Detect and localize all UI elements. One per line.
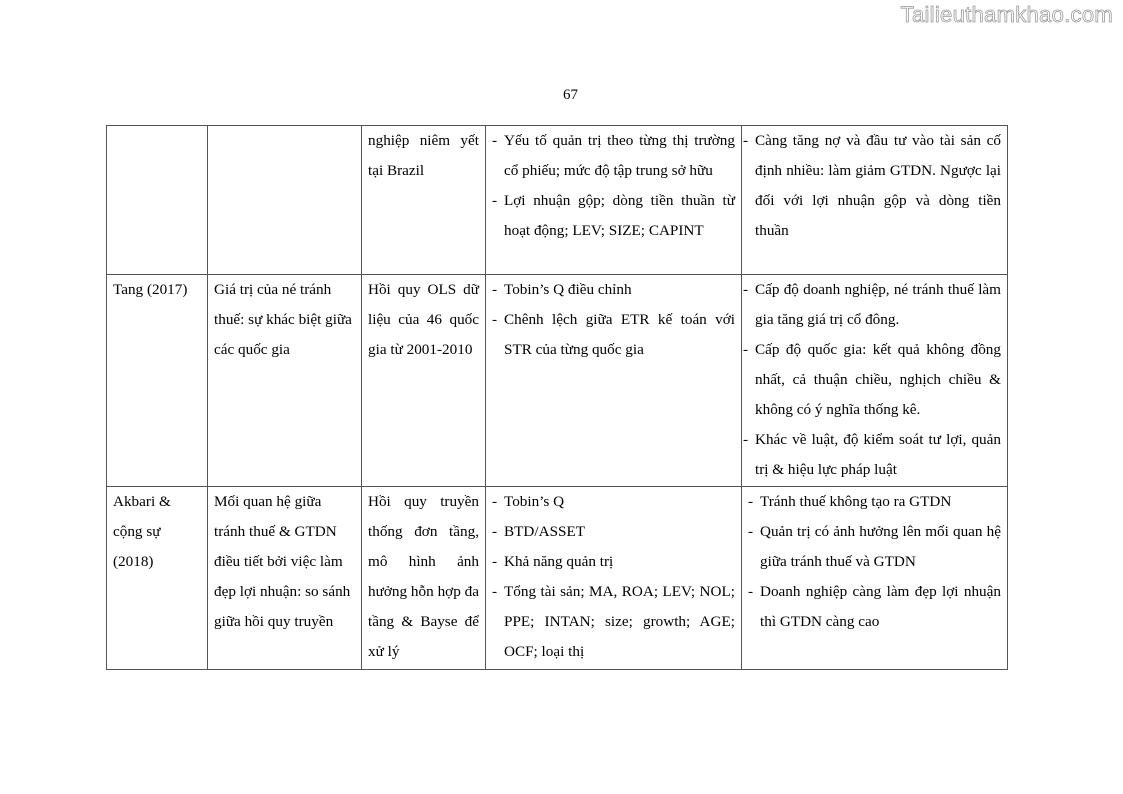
title-cell: Giá trị của né tránh thuế: sự khác biệt giữa các quốc gia [208, 275, 362, 487]
list-item: - Tổng tài sản; MA, ROA; LEV; NOL; PPE; INTAN; size; growth; AGE; OCF; loại thị [492, 577, 735, 667]
method-cell: Hồi quy OLS dữ liệu của 46 quốc gia từ 2001-2010 [362, 275, 486, 487]
list-item: - Tobin’s Q [492, 487, 735, 517]
list-item: - Doanh nghiệp càng làm đẹp lợi nhuận thì GTDN càng cao [748, 577, 1001, 637]
variables-cell [486, 487, 742, 670]
list-item: - Càng tăng nợ và đầu tư vào tài sản cố định nhiều: làm giảm GTDN. Ngược lại đối với lợi nhuận gộp và dòng tiền thuần [743, 126, 1001, 246]
list-item: - Cấp độ doanh nghiệp, né tránh thuế làm gia tăng giá trị cổ đông. [743, 275, 1001, 335]
list-item: - Tránh thuế không tạo ra GTDN [748, 487, 1001, 517]
list-item: - Cấp độ quốc gia: kết quả không đồng nhất, cả thuận chiều, nghịch chiều & không có ý nghĩa thống kê. [743, 335, 1001, 425]
table-row [107, 275, 1008, 487]
list-item: - Khác về luật, độ kiểm soát tư lợi, quản trị & hiệu lực pháp luật [743, 425, 1001, 485]
list-item: - Lợi nhuận gộp; dòng tiền thuần từ hoạt động; LEV; SIZE; CAPINT [492, 186, 735, 246]
list-item: - Quản trị có ảnh hưởng lên mối quan hệ giữa tránh thuế và GTDN [748, 517, 1001, 577]
results-cell [742, 275, 1008, 487]
method-cell: Hồi quy truyền thống đơn tầng, mô hình ảnh hưởng hỗn hợp đa tầng & Bayse để xử lý [362, 487, 486, 670]
variables-cell [486, 275, 742, 487]
list-item: - Chênh lệch giữa ETR kế toán với STR của từng quốc gia [492, 305, 735, 365]
results-cell [742, 126, 1008, 275]
table-row [107, 126, 1008, 275]
title-cell: Mối quan hệ giữa tránh thuế & GTDN điều tiết bởi việc làm đẹp lợi nhuận: so sánh giữa hồi quy truyền [208, 487, 362, 670]
title-cell [208, 126, 362, 275]
page-number: 67 [563, 87, 578, 103]
table-row [107, 487, 1008, 670]
list-item: - Yếu tố quản trị theo từng thị trường cổ phiếu; mức độ tập trung sở hữu [492, 126, 735, 186]
watermark: Tailieuthamkhao.com [900, 2, 1113, 27]
method-cell: nghiệp niêm yết tại Brazil [362, 126, 486, 275]
list-item: - Tobin’s Q điều chỉnh [492, 275, 735, 305]
author-cell: Akbari & cộng sự (2018) [107, 487, 208, 670]
author-cell: Tang (2017) [107, 275, 208, 487]
results-cell [742, 487, 1008, 670]
list-item: - Khả năng quản trị [492, 547, 735, 577]
author-cell [107, 126, 208, 275]
literature-table [106, 125, 1008, 670]
list-item: - BTD/ASSET [492, 517, 735, 547]
variables-cell [486, 126, 742, 275]
